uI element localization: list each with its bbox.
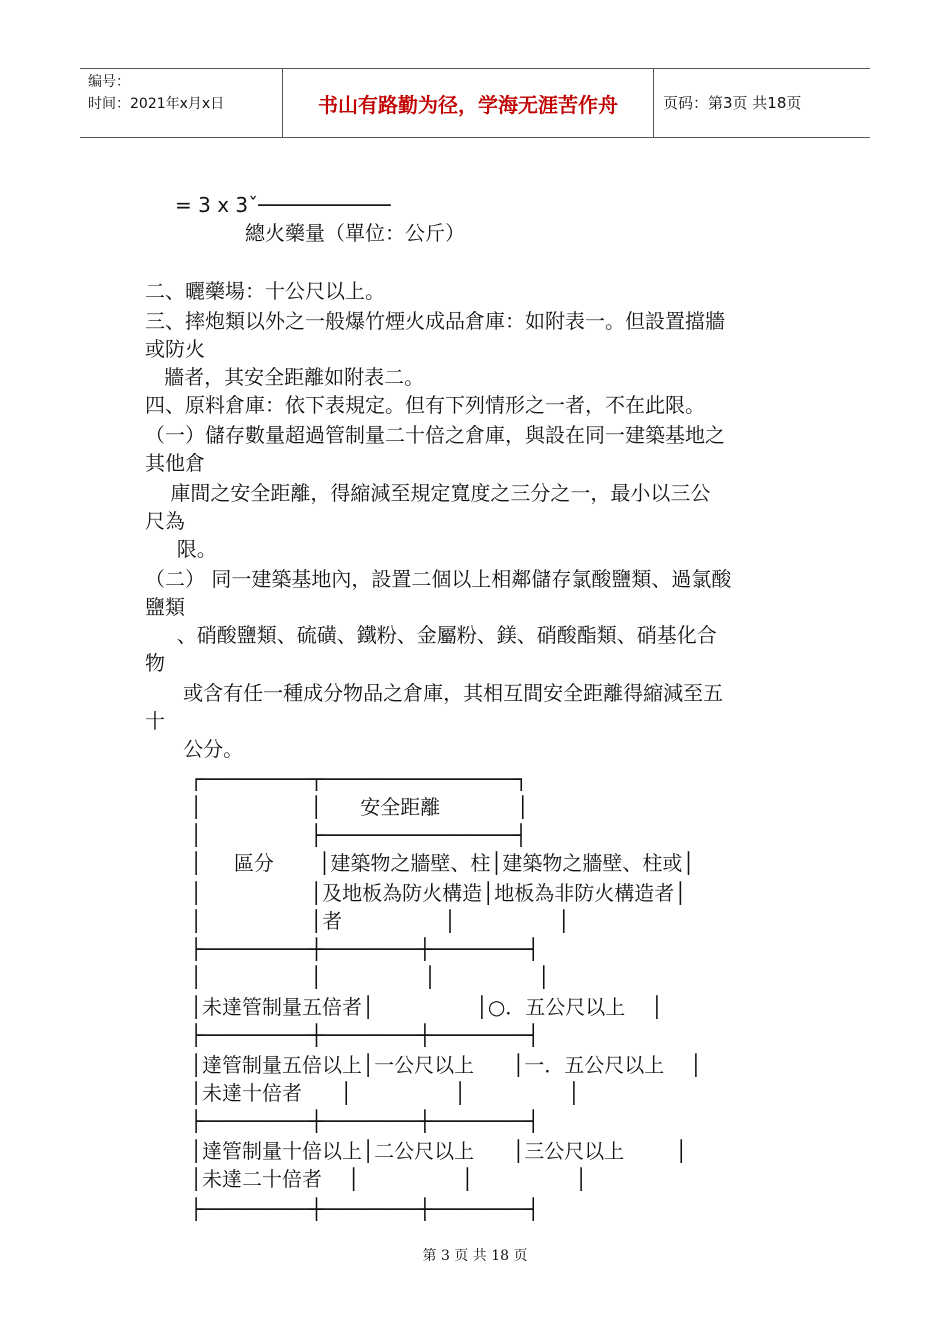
body-line: 公分。 xyxy=(145,737,244,761)
body-line: 限。 xyxy=(145,537,217,561)
body-line: 鹽類 xyxy=(145,595,185,619)
body-line: 尺為 xyxy=(145,509,185,533)
header-divider xyxy=(653,69,654,137)
table-line: ├─────────┼────────┼────────┤ xyxy=(190,1109,540,1133)
body-line: 物 xyxy=(145,651,165,675)
table-line: ├─────────┼────────┼────────┤ xyxy=(190,1023,540,1047)
table-line: │未達二十倍者 │ │ │ xyxy=(190,1167,588,1191)
header-motto: 书山有路勤为径，学海无涯苦作舟 xyxy=(318,93,618,117)
body-line: 牆者，其安全距離如附表二。 xyxy=(145,365,425,389)
body-line: （一）儲存數量超過管制量二十倍之倉庫，與設在同一建築基地之 xyxy=(145,423,725,447)
table-line: │未達管制量五倍者│ │○．五公尺以上 │ xyxy=(190,995,663,1019)
table-line: ├─────────┼────────┼────────┤ xyxy=(190,1197,540,1221)
table-line: │達管制量五倍以上│一公尺以上 │一．五公尺以上 │ xyxy=(190,1053,702,1077)
page-footer: 第 3 页 共 18 页 xyxy=(422,1248,528,1264)
table-line: │ │ 安全距離 │ xyxy=(190,795,529,819)
table-line: │未達十倍者 │ │ │ xyxy=(190,1081,580,1105)
table-line: │ 區分 │建築物之牆壁、柱│建築物之牆壁、柱或│ xyxy=(190,851,695,875)
body-line: 或防火 xyxy=(145,337,205,361)
body-line: 三、摔炮類以外之一般爆竹煙火成品倉庫：如附表一。但設置擋牆 xyxy=(145,309,725,333)
page-header xyxy=(80,68,870,138)
table-line: │ │ │ │ xyxy=(190,965,550,989)
header-time: 时间：2021年x月x日 xyxy=(88,96,225,112)
table-line: ┌─────────┬────────────────┐ xyxy=(190,767,528,791)
table-line: │ │及地板為防火構造│地板為非防火構造者│ xyxy=(190,881,687,905)
body-line: 其他倉 xyxy=(145,451,205,475)
table-line: ├─────────┼────────┼────────┤ xyxy=(190,937,540,961)
body-line: 十 xyxy=(145,709,165,733)
header-number: 编号： xyxy=(88,74,130,90)
body-line: 二、曬藥場：十公尺以上。 xyxy=(145,279,385,303)
body-line: 、硝酸鹽類、硫磺、鐵粉、金屬粉、鎂、硝酸酯類、硝基化合 xyxy=(145,623,717,647)
formula-label: 總火藥量（單位：公斤） xyxy=(245,221,465,245)
header-page-info: 页码：第3页 共18页 xyxy=(663,94,802,112)
body-line: 四、原料倉庫：依下表規定。但有下列情形之一者，不在此限。 xyxy=(145,393,705,417)
body-line: 庫間之安全距離，得縮減至規定寬度之三分之一，最小以三公 xyxy=(145,481,711,505)
table-line: │ │者 │ │ xyxy=(190,909,570,933)
table-line: │達管制量十倍以上│二公尺以上 │三公尺以上 │ xyxy=(190,1139,688,1163)
header-meta xyxy=(88,71,224,115)
body-line: 或含有任一種成分物品之倉庫，其相互間安全距離得縮減至五 xyxy=(145,681,724,705)
body-line: （二） 同一建築基地內，設置二個以上相鄰儲存氯酸鹽類、過氯酸 xyxy=(145,567,732,591)
table-line: │ ├────────────────┤ xyxy=(190,823,527,847)
formula-line: = 3 x 3ˇ─────────── xyxy=(175,193,391,217)
